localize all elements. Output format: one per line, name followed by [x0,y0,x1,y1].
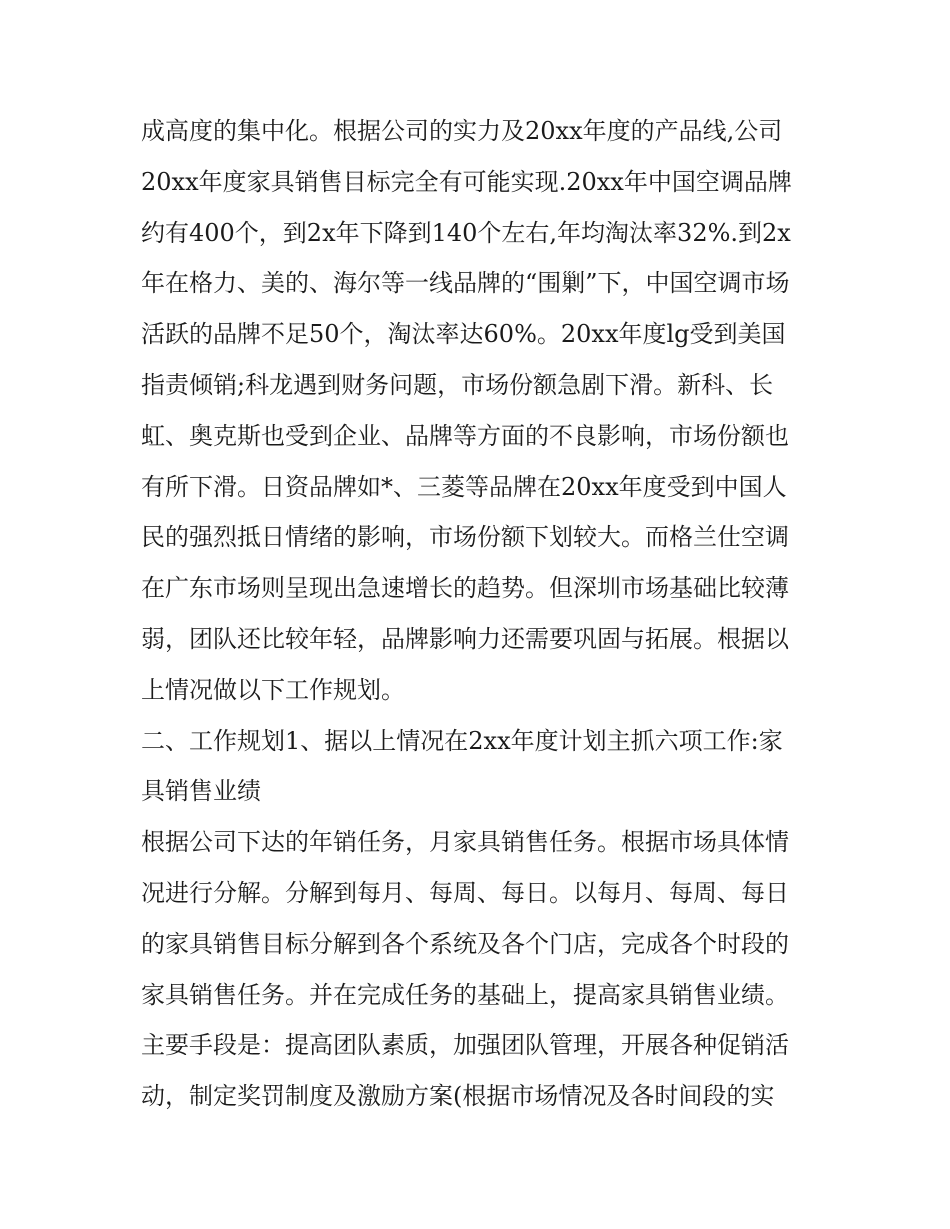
text-line: 指责倾销;科龙遇到财务问题，市场份额急剧下滑。新科、长 [141,370,774,399]
text-line: 成高度的集中化。根据公司的实力及20xx年度的产品线,公司 [141,117,783,145]
section-heading: 具销售业绩 [141,777,261,806]
text-line: 家具销售任务。并在完成任务的基础上，提高家具销售业绩。 [141,980,789,1009]
text-line: 的家具销售目标分解到各个系统及各个门店，完成各个时段的 [141,929,789,958]
text-line: 上情况做以下工作规划。 [141,675,405,704]
section-heading: 二、工作规划1、据以上情况在2xx年度计划主抓六项工作:家 [141,726,783,755]
text-line: 活跃的品牌不足50个，淘汰率达60%。20xx年度lg受到美国 [141,320,786,349]
text-line: 在广东市场则呈现出急速增长的趋势。但深圳市场基础比较薄 [141,574,789,603]
text-line: 根据公司下达的年销任务，月家具销售任务。根据市场具体情 [141,828,789,857]
text-line: 约有400个，到2x年下降到140个左右,年均淘汰率32%.到2x [141,218,791,247]
text-line: 年在格力、美的、海尔等一线品牌的“围剿”下，中国空调市场 [141,269,790,298]
text-line: 虹、奥克斯也受到企业、品牌等方面的不良影响，市场份额也 [141,421,789,450]
text-line: 有所下滑。日资品牌如*、三菱等品牌在20xx年度受到中国人 [141,472,787,501]
text-line: 主要手段是：提高团队素质，加强团队管理，开展各种促销活 [141,1031,789,1060]
text-line: 况进行分解。分解到每月、每周、每日。以每月、每周、每日 [141,878,789,907]
text-line: 20xx年度家具销售目标完全有可能实现.20xx年中国空调品牌 [141,167,792,196]
text-line: 动，制定奖罚制度及激励方案(根据市场情况及各时间段的实 [141,1082,775,1111]
text-line: 弱，团队还比较年轻，品牌影响力还需要巩固与拓展。根据以 [141,624,789,653]
text-line: 民的强烈抵日情绪的影响，市场份额下划较大。而格兰仕空调 [141,523,789,552]
document-body [141,106,821,1122]
